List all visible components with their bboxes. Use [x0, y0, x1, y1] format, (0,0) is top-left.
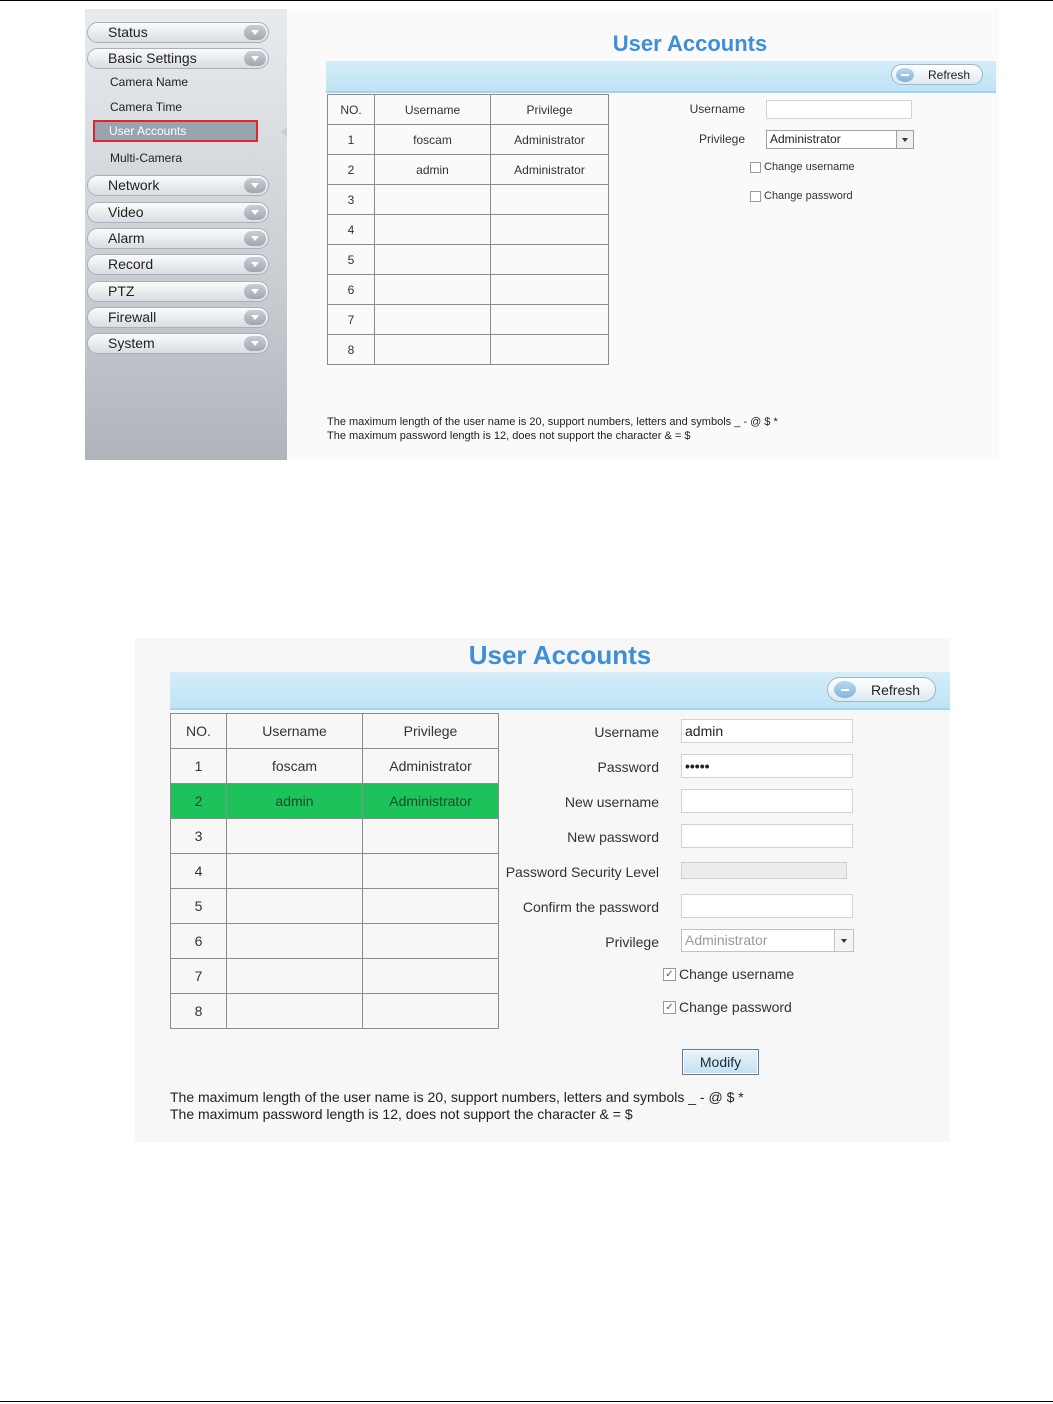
table-cell: 2 [328, 155, 375, 185]
table-cell: 6 [171, 924, 227, 959]
privilege-select-value: Administrator [770, 132, 841, 146]
table-cell: Administrator [363, 784, 499, 819]
chevron-down-icon [244, 205, 266, 220]
table-cell: 4 [171, 854, 227, 889]
new-password-label: New password [567, 829, 659, 845]
sidebar [85, 9, 287, 460]
table-row[interactable] [328, 335, 609, 365]
refresh-label: Refresh [871, 681, 921, 698]
table-row[interactable] [171, 924, 499, 959]
confirm-password-input[interactable] [681, 894, 853, 918]
user-table-body [328, 95, 609, 365]
change-username-label: Change username [679, 966, 795, 982]
table-cell: 5 [328, 245, 375, 275]
password-label: Password [597, 759, 659, 775]
confirm-password-label: Confirm the password [522, 899, 659, 915]
table-cell: 1 [328, 125, 375, 155]
chevron-down-icon [896, 131, 913, 148]
sidebar-item-label: Basic Settings [108, 50, 197, 66]
table-cell: admin [375, 155, 491, 185]
notes [327, 416, 778, 444]
chevron-down-icon [244, 310, 266, 325]
username-label: Username [594, 724, 659, 740]
change-username-label: Change username [764, 161, 855, 173]
new-username-input[interactable] [681, 789, 853, 813]
refresh-label: Refresh [928, 67, 971, 82]
sidebar-item-network[interactable] [87, 175, 269, 196]
privilege-label: Privilege [698, 132, 745, 146]
note-password-rule: The maximum password length is 12, does not support the character & = $ [170, 1106, 633, 1122]
table-header-row [328, 95, 609, 125]
new-username-label: New username [564, 794, 659, 810]
chevron-down-icon [244, 336, 266, 351]
table-header-cell: Privilege [363, 714, 499, 749]
chevron-down-icon [244, 284, 266, 299]
screenshot-user-accounts-menu [85, 9, 999, 460]
screenshot-modify-user [135, 638, 950, 1142]
sidebar-item-label: Firewall [108, 309, 157, 325]
password-security-level-bar [681, 862, 847, 879]
sidebar-subitem-camera-name[interactable]: Camera Name [110, 75, 189, 89]
page-title: User Accounts [468, 640, 652, 670]
sidebar-subitem-camera-time[interactable]: Camera Time [110, 100, 183, 114]
table-cell [363, 959, 499, 994]
refresh-button[interactable] [827, 677, 936, 702]
table-cell [491, 215, 609, 245]
page-top-rule [0, 0, 1053, 1]
table-row[interactable] [328, 215, 609, 245]
refresh-button[interactable] [891, 64, 983, 85]
table-cell [375, 305, 491, 335]
checkbox-checked-icon[interactable]: ✓ [663, 968, 676, 981]
sidebar-item-ptz[interactable] [87, 281, 269, 302]
table-row[interactable] [171, 854, 499, 889]
table-row[interactable] [328, 275, 609, 305]
new-password-input[interactable] [681, 824, 853, 848]
table-cell [491, 245, 609, 275]
change-username-checkbox[interactable] [663, 966, 794, 982]
table-header-cell: NO. [328, 95, 375, 125]
sidebar-item-basic-settings[interactable] [87, 48, 269, 69]
user-table [327, 94, 609, 365]
change-password-checkbox[interactable] [663, 999, 792, 1015]
privilege-label: Privilege [605, 934, 659, 950]
table-cell [491, 335, 609, 365]
note-username-rule: The maximum length of the user name is 20, support numbers, letters and symbols _ - @ $ * [170, 1089, 744, 1105]
checkbox-checked-icon[interactable]: ✓ [663, 1001, 676, 1014]
table-cell: 3 [328, 185, 375, 215]
table-cell: 1 [171, 749, 227, 784]
table-cell: 7 [328, 305, 375, 335]
table-cell [227, 889, 363, 924]
refresh-icon [834, 681, 856, 698]
table-cell [491, 185, 609, 215]
sidebar-item-system[interactable] [87, 333, 269, 354]
table-cell [363, 994, 499, 1029]
table-cell [491, 305, 609, 335]
table-cell [491, 275, 609, 305]
chevron-down-icon [244, 25, 266, 40]
change-username-checkbox[interactable] [750, 161, 855, 173]
table-cell: 4 [328, 215, 375, 245]
table-cell: 3 [171, 819, 227, 854]
chevron-down-icon [834, 930, 853, 951]
table-row[interactable] [171, 819, 499, 854]
table-cell: 5 [171, 889, 227, 924]
table-cell [375, 275, 491, 305]
username-input[interactable] [766, 100, 912, 119]
sidebar-item-alarm[interactable] [87, 228, 269, 249]
chevron-down-icon [244, 178, 266, 193]
password-input[interactable]: ••••• [681, 754, 853, 778]
table-cell: admin [227, 784, 363, 819]
sidebar-item-label: System [108, 335, 155, 351]
table-row[interactable] [171, 994, 499, 1029]
page-title: User Accounts [612, 31, 768, 56]
table-cell: 7 [171, 959, 227, 994]
table-cell: foscam [227, 749, 363, 784]
sidebar-item-label: Record [108, 256, 154, 272]
sidebar-item-record[interactable] [87, 254, 269, 275]
table-cell [375, 215, 491, 245]
table-cell: 8 [171, 994, 227, 1029]
change-password-checkbox[interactable] [750, 190, 853, 202]
table-row[interactable] [171, 889, 499, 924]
table-cell [375, 245, 491, 275]
sidebar-item-label: Network [108, 177, 160, 193]
privilege-select[interactable] [766, 130, 914, 149]
sidebar-item-firewall[interactable] [87, 307, 269, 328]
chevron-down-icon [244, 51, 266, 66]
table-row[interactable] [171, 749, 499, 784]
table-cell [227, 819, 363, 854]
table-cell [375, 335, 491, 365]
sidebar-item-label: Alarm [108, 230, 145, 246]
table-header-row [171, 714, 499, 749]
table-cell: Administrator [491, 125, 609, 155]
user-table-body [171, 714, 499, 1029]
table-row[interactable] [328, 245, 609, 275]
page-bottom-rule [0, 1401, 1053, 1402]
table-row[interactable] [328, 305, 609, 335]
table-cell [227, 854, 363, 889]
table-cell: 8 [328, 335, 375, 365]
table-row[interactable] [171, 959, 499, 994]
sidebar-item-video[interactable] [87, 202, 269, 223]
table-cell [375, 185, 491, 215]
refresh-icon [896, 68, 914, 82]
note-password-rule: The maximum password length is 12, does not support the character & = $ [327, 429, 691, 442]
table-header-cell: Username [227, 714, 363, 749]
table-cell [227, 994, 363, 1029]
notes [170, 1089, 744, 1123]
table-header-cell: Privilege [491, 95, 609, 125]
username-input[interactable]: admin [681, 719, 853, 743]
chevron-down-icon [244, 231, 266, 246]
table-row[interactable] [328, 185, 609, 215]
table-cell: Administrator [363, 749, 499, 784]
modify-button[interactable]: Modify [682, 1049, 759, 1075]
password-security-level-label: Password Security Level [505, 864, 659, 880]
table-header-cell: NO. [171, 714, 227, 749]
change-password-label: Change password [764, 190, 853, 202]
table-cell: Administrator [491, 155, 609, 185]
chevron-down-icon [244, 257, 266, 272]
change-password-label: Change password [679, 999, 792, 1015]
sidebar-item-status[interactable] [87, 22, 269, 43]
table-row[interactable] [328, 125, 609, 155]
table-cell: 2 [171, 784, 227, 819]
table-cell [227, 959, 363, 994]
table-header-cell: Username [375, 95, 491, 125]
sidebar-subitem-user-accounts[interactable]: User Accounts [93, 120, 258, 142]
table-cell: foscam [375, 125, 491, 155]
checkbox-icon[interactable] [750, 162, 761, 173]
privilege-select[interactable] [681, 929, 854, 952]
sidebar-item-label: PTZ [108, 283, 135, 299]
sidebar-subitem-multi-camera[interactable]: Multi-Camera [110, 151, 183, 165]
privilege-select-value: Administrator [685, 932, 768, 948]
table-row[interactable] [328, 155, 609, 185]
sidebar-item-label: Status [108, 24, 148, 40]
username-label: Username [689, 102, 745, 116]
user-table [170, 713, 499, 1029]
table-cell [227, 924, 363, 959]
sidebar-item-label: Video [108, 204, 144, 220]
note-username-rule: The maximum length of the user name is 20, support numbers, letters and symbols _ - @ $ * [327, 416, 778, 428]
table-row[interactable] [171, 784, 499, 819]
checkbox-icon[interactable] [750, 191, 761, 202]
table-cell: 6 [328, 275, 375, 305]
